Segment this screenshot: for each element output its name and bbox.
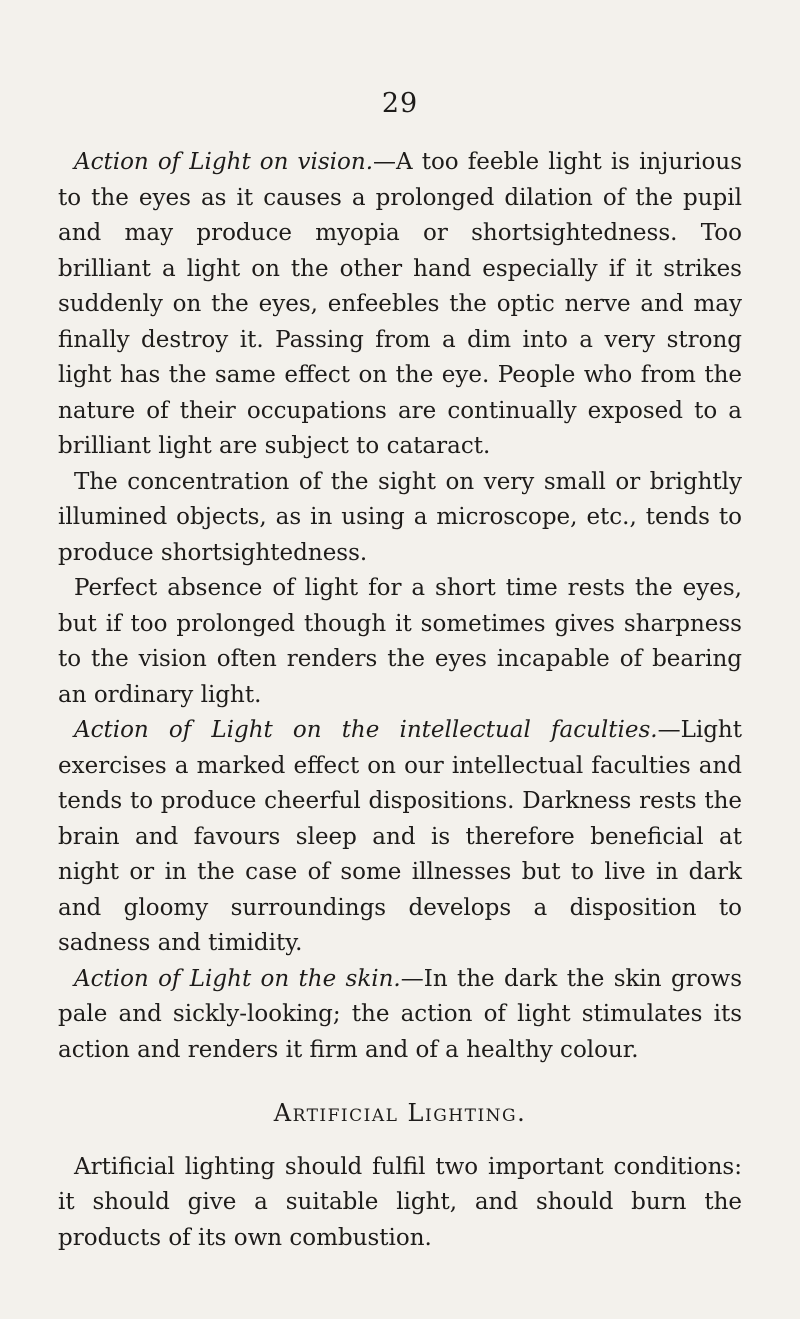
- body-text: [58, 145, 742, 1256]
- paragraph-text: —In the dark the skin grows pale and sickly-looking; the action of light stimulates its action and renders it firm and of a healthy colour.: [58, 965, 742, 1063]
- paragraph-artificial-lighting: [58, 1150, 742, 1257]
- paragraph-concentration: [58, 465, 742, 572]
- paragraph-absence-of-light: [58, 571, 742, 713]
- page-number: 29: [381, 88, 419, 119]
- section-lead-vision: Action of Light on vision.: [74, 149, 374, 175]
- paragraph-skin: [58, 962, 742, 1069]
- paragraph-text: Artificial lighting should fulfil two important conditions: it should give a suitable light, and should burn the products of its own combustion.: [58, 1153, 742, 1251]
- section-lead-skin: Action of Light on the skin.: [74, 965, 401, 992]
- paragraph-text: The concentration of the sight on very small or brightly illumined objects, as in using a microscope, etc., tends to produce shortsightedness.: [58, 468, 742, 566]
- paragraph-text: Perfect absence of light for a short time rests the eyes, but if too prolonged though it sometimes gives sharpness to the vision often renders the eyes incapable of bearing an ordinary light.: [58, 575, 742, 708]
- paragraph-text: —Light exercises a marked effect on our intellectual faculties and tends to produce cheerful dispositions. Darkness rests the brain and favours sleep and is therefore beneficial at night or in the case of some illnesses but to live in dark and gloomy surroundings develops a disposition to sadness and timidity.: [58, 717, 742, 956]
- section-lead-intellectual: Action of Light on the intellectual faculties.: [74, 717, 658, 743]
- paragraph-light-on-vision: [58, 145, 742, 465]
- section-heading: Artificial Lighting.: [273, 1099, 527, 1127]
- paragraph-text: —A too feeble light is injurious to the eyes as it causes a prolonged dilation of the pupil and may produce myopia or shortsightedness. Too brilliant a light on the other hand especially if it strikes suddenly on the eyes, enfeebles the optic nerve and may finally destroy it. Passing from a dim into a very strong light has the same effect on the eye. People who from the nature of their occupations are continually exposed to a brilliant light are subject to cataract.: [58, 149, 743, 459]
- paragraph-intellectual-faculties: [58, 713, 742, 962]
